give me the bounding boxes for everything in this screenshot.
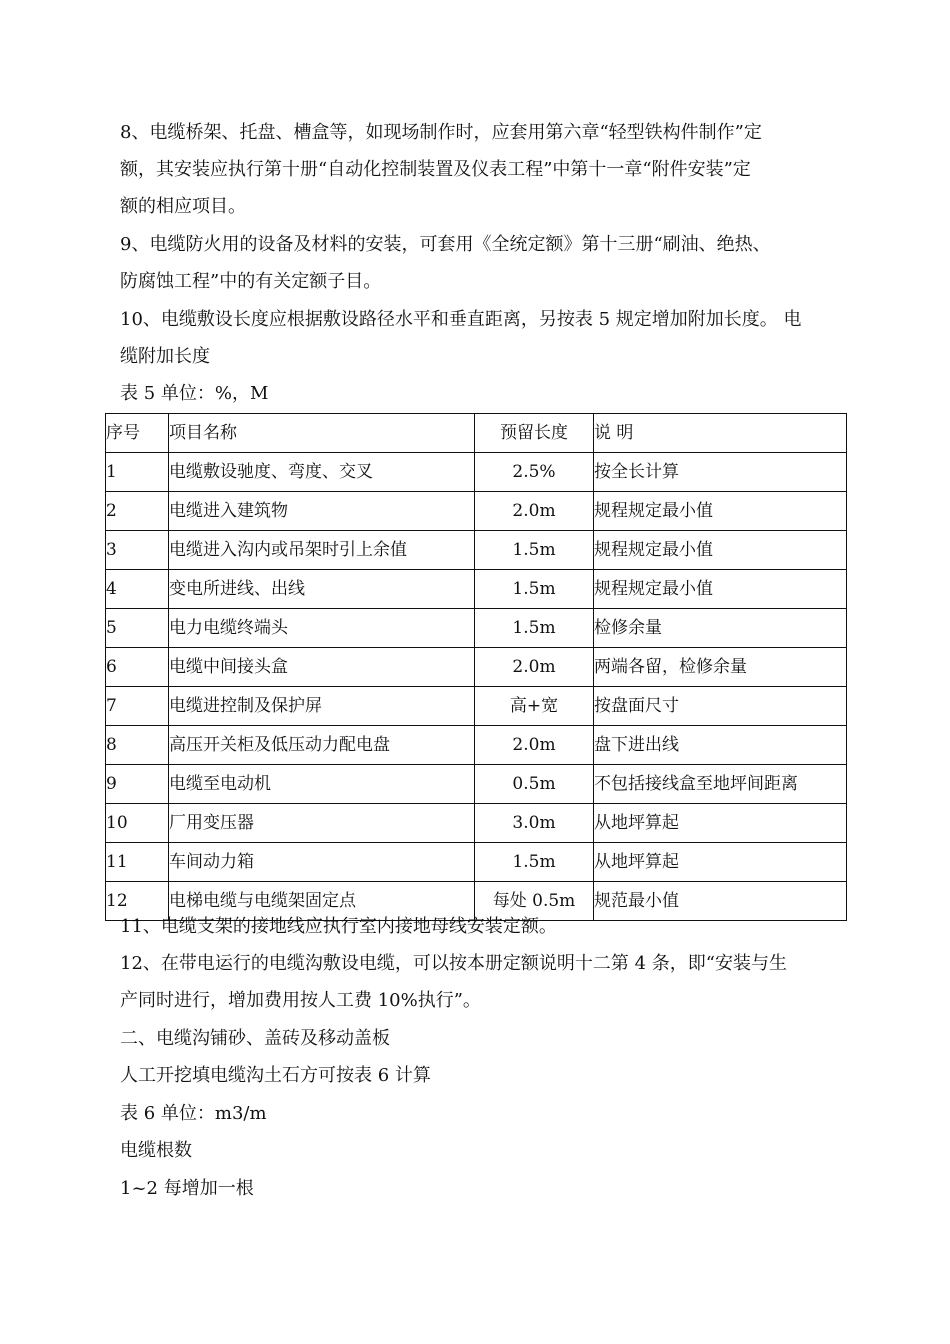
row-item-name: 电力电缆终端头 (169, 609, 475, 648)
row-item-name: 电缆敷设驰度、弯度、交叉 (169, 453, 475, 492)
table-row (106, 804, 847, 843)
paragraph-12-line-2: 产同时进行，增加费用按人工费 10%执行”。 (120, 990, 481, 1011)
table-row (106, 570, 847, 609)
paragraph-10-line-2: 缆附加长度 (120, 346, 210, 367)
row-description: 检修余量 (594, 609, 847, 648)
row-item-name: 电梯电缆与电缆架固定点 (169, 882, 475, 921)
row-reserved-length: 1.5m (475, 531, 594, 570)
table-row (106, 492, 847, 531)
table-row (106, 765, 847, 804)
paragraph-8-line-2: 额，其安装应执行第十册“自动化控制装置及仪表工程”中第十一章“附件安装”定 (120, 159, 751, 180)
row-reserved-length: 0.5m (475, 765, 594, 804)
paragraph-9-line-2: 防腐蚀工程”中的有关定额子目。 (120, 271, 382, 292)
table-header-row (106, 414, 847, 453)
row-item-name: 电缆进入沟内或吊架时引上余值 (169, 531, 475, 570)
row-reserved-length: 1.5m (475, 609, 594, 648)
row-serial: 12 (106, 882, 169, 921)
row-description: 按全长计算 (594, 453, 847, 492)
table-row (106, 609, 847, 648)
row-description: 不包括接线盒至地坪间距离 (594, 765, 847, 804)
row-item-name: 高压开关柜及低压动力配电盘 (169, 726, 475, 765)
table-5-caption: 表 5 单位：%，M (120, 383, 269, 404)
row-description: 规程规定最小值 (594, 531, 847, 570)
row-description: 盘下进出线 (594, 726, 847, 765)
row-description: 按盘面尺寸 (594, 687, 847, 726)
paragraph-8-line-1: 8、电缆桥架、托盘、槽盒等，如现场制作时，应套用第六章“轻型铁构件制作”定 (120, 122, 762, 143)
row-item-name: 车间动力箱 (169, 843, 475, 882)
row-serial: 1 (106, 453, 169, 492)
header-description: 说 明 (594, 414, 847, 453)
paragraph-10-line-1: 10、电缆敷设长度应根据敷设路径水平和垂直距离，另按表 5 规定增加附加长度。 电 (120, 309, 802, 330)
row-reserved-length: 1.5m (475, 843, 594, 882)
row-item-name: 电缆进入建筑物 (169, 492, 475, 531)
row-item-name: 变电所进线、出线 (169, 570, 475, 609)
table-row (106, 687, 847, 726)
header-reserved-length: 预留长度 (475, 414, 594, 453)
row-reserved-length: 2.0m (475, 492, 594, 531)
row-serial: 3 (106, 531, 169, 570)
row-description: 规范最小值 (594, 882, 847, 921)
row-reserved-length: 2.5% (475, 453, 594, 492)
row-description: 规程规定最小值 (594, 492, 847, 531)
row-serial: 5 (106, 609, 169, 648)
row-serial: 10 (106, 804, 169, 843)
row-item-name: 电缆至电动机 (169, 765, 475, 804)
table-row (106, 648, 847, 687)
table-row (106, 531, 847, 570)
cable-allowance-table (105, 413, 847, 921)
table-row (106, 843, 847, 882)
row-description: 两端各留，检修余量 (594, 648, 847, 687)
table-row (106, 453, 847, 492)
row-serial: 7 (106, 687, 169, 726)
paragraph-12-line-1: 12、在带电运行的电缆沟敷设电缆，可以按本册定额说明十二第 4 条，即“安装与生 (120, 953, 787, 974)
table-row (106, 726, 847, 765)
paragraph-9-line-1: 9、电缆防火用的设备及材料的安装，可套用《全统定额》第十三册“刷油、绝热、 (120, 234, 771, 255)
row-description: 从地坪算起 (594, 804, 847, 843)
row-item-name: 电缆中间接头盒 (169, 648, 475, 687)
row-description: 规程规定最小值 (594, 570, 847, 609)
paragraph-8-line-3: 额的相应项目。 (120, 196, 246, 217)
header-serial: 序号 (106, 414, 169, 453)
row-reserved-length: 2.0m (475, 648, 594, 687)
row-reserved-length: 2.0m (475, 726, 594, 765)
header-item-name: 项目名称 (169, 414, 475, 453)
row-reserved-length: 每处 0.5m (475, 882, 594, 921)
table-row (106, 882, 847, 921)
row-reserved-length: 高+宽 (475, 687, 594, 726)
row-serial: 8 (106, 726, 169, 765)
cable-count-label: 电缆根数 (120, 1140, 192, 1161)
row-item-name: 厂用变压器 (169, 804, 475, 843)
row-serial: 4 (106, 570, 169, 609)
row-serial: 2 (106, 492, 169, 531)
row-item-name: 电缆进控制及保护屏 (169, 687, 475, 726)
earthwork-note: 人工开挖填电缆沟土石方可按表 6 计算 (120, 1065, 431, 1086)
row-description: 从地坪算起 (594, 843, 847, 882)
row-serial: 6 (106, 648, 169, 687)
row-serial: 11 (106, 843, 169, 882)
cable-count-range: 1~2 每增加一根 (120, 1178, 254, 1199)
paragraph-11: 11、电缆支架的接地线应执行室内接地母线安装定额。 (120, 916, 557, 937)
row-serial: 9 (106, 765, 169, 804)
row-reserved-length: 3.0m (475, 804, 594, 843)
table-6-caption: 表 6 单位：m3/m (120, 1103, 267, 1124)
section-2-heading: 二、电缆沟铺砂、盖砖及移动盖板 (120, 1028, 390, 1049)
row-reserved-length: 1.5m (475, 570, 594, 609)
